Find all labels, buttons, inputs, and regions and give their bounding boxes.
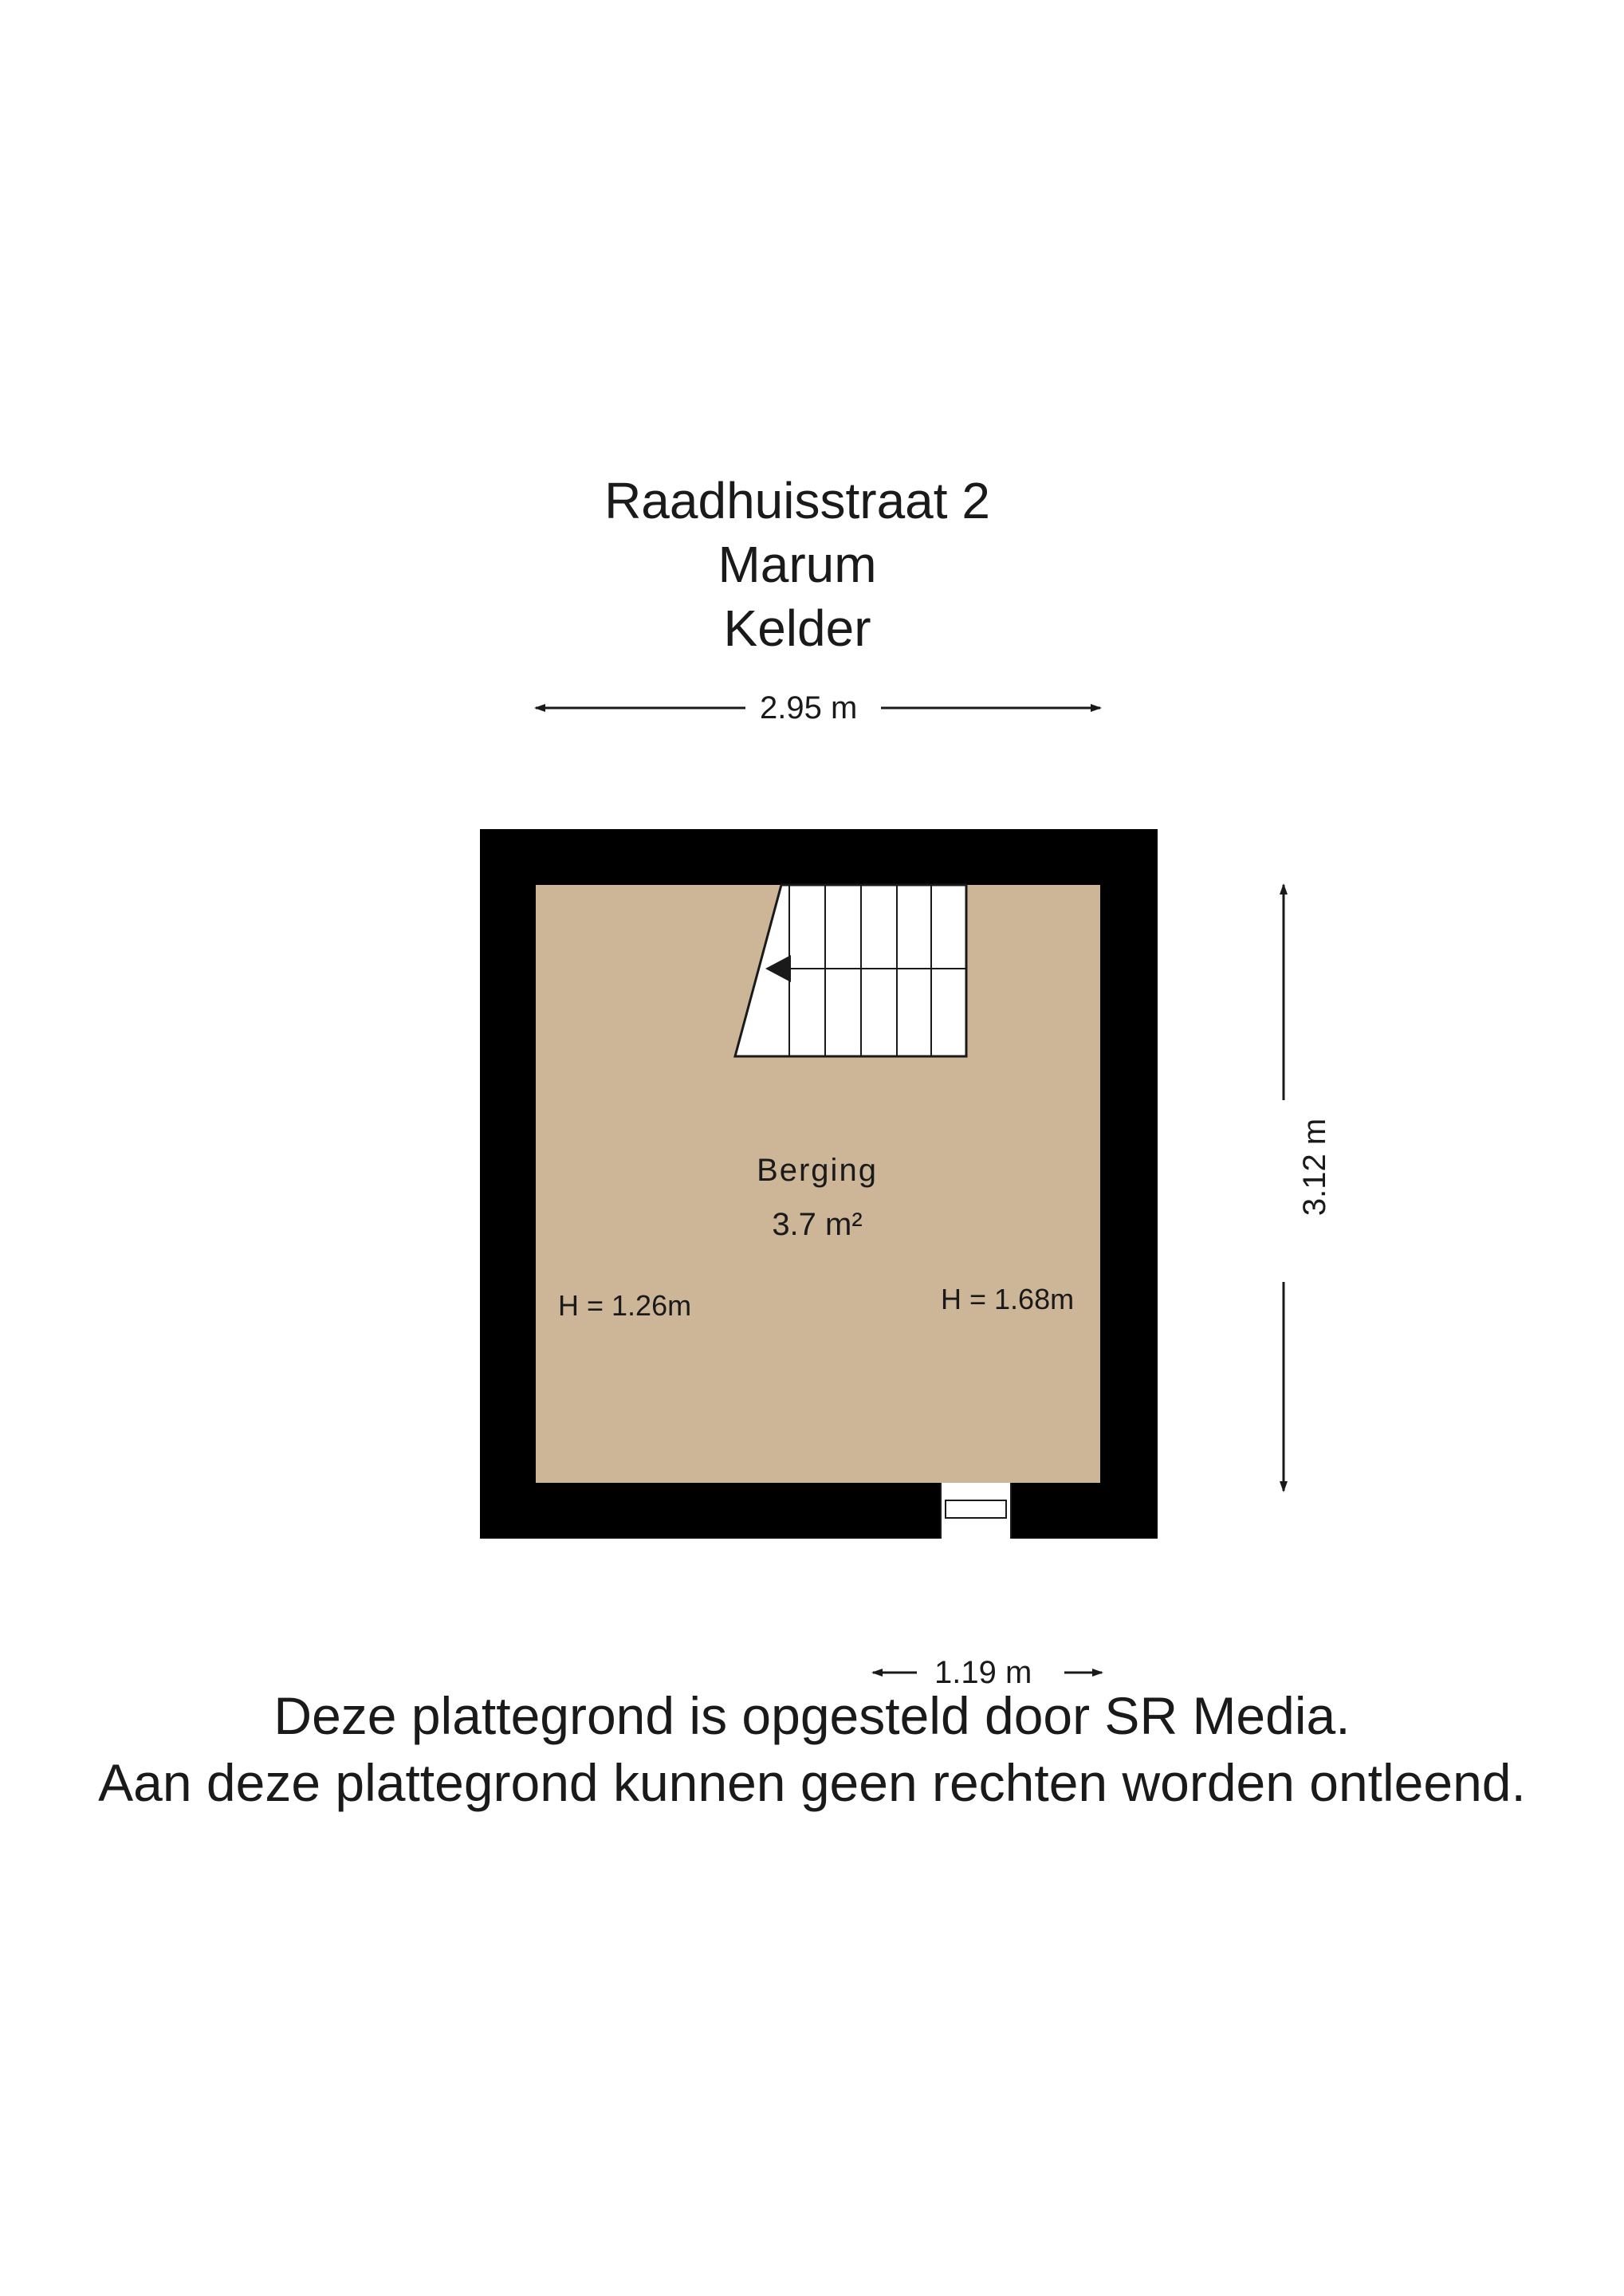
ceiling-height-left: H = 1.26m (558, 1289, 692, 1322)
disclaimer-line-1: Deze plattegrond is opgesteld door SR Media. (273, 1686, 1351, 1745)
disclaimer-line-2: Aan deze plattegrond kunnen geen rechten worden ontleend. (98, 1753, 1526, 1812)
room-name: Berging (757, 1153, 878, 1188)
ceiling-height-right: H = 1.68m (941, 1283, 1075, 1315)
width-dimension-label: 2.95 m (753, 689, 863, 727)
floor-title: Kelder (723, 600, 871, 657)
city-title: Marum (718, 536, 877, 593)
address-title: Raadhuisstraat 2 (604, 472, 990, 529)
door-dimension-label: 1.19 m (928, 1653, 1038, 1692)
depth-dimension-label: 3.12 m (1296, 1112, 1334, 1222)
room-area: 3.7 m² (772, 1207, 863, 1242)
door-opening (941, 1483, 1011, 1539)
